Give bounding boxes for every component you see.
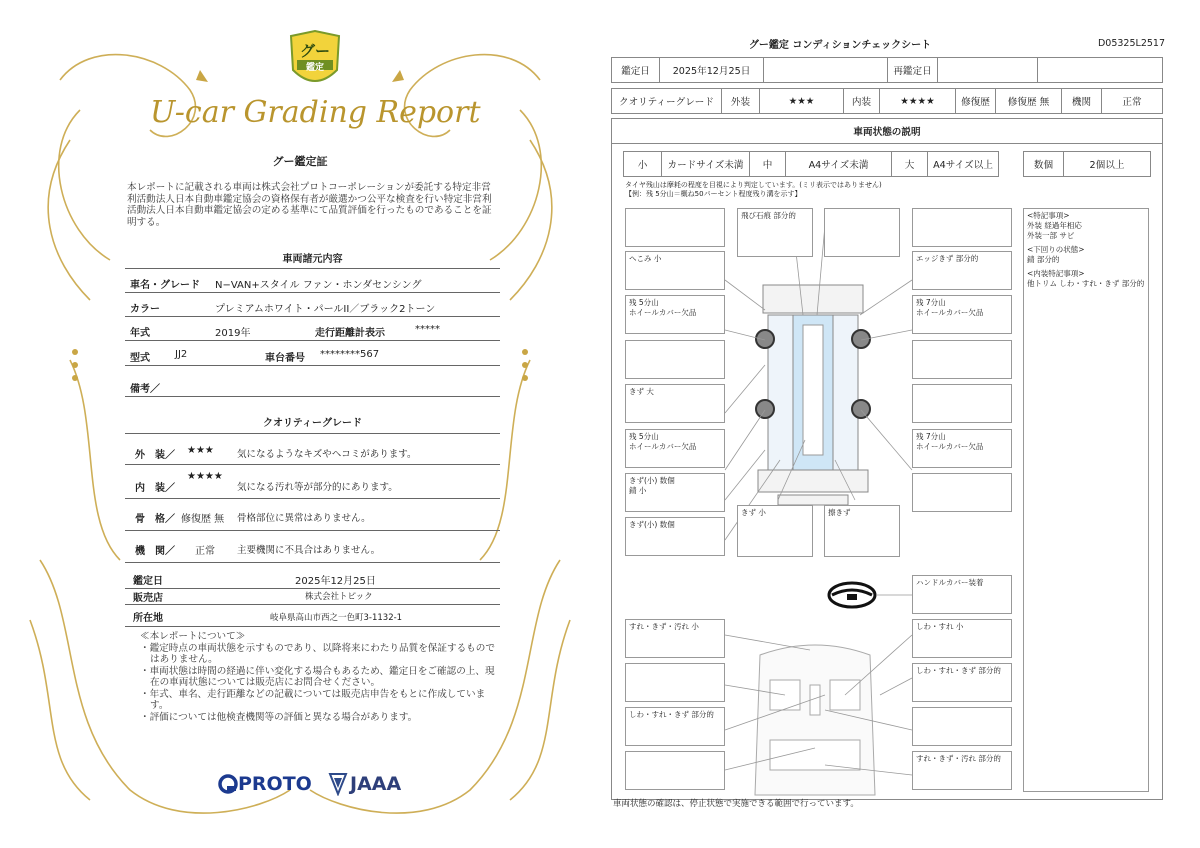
- proto-logo-icon: [218, 774, 238, 794]
- quality-row-engine: 機 関／ 正常 主要機関に不具合はありません。: [125, 536, 500, 563]
- remark-box-right-2: エッジきず 部分的: [912, 251, 1012, 290]
- repair-label: 修復歴: [956, 89, 996, 113]
- spec-row-model: 型式 JJ2 車台番号 ********567: [125, 343, 500, 366]
- legend-small-desc: カードサイズ未満: [662, 152, 750, 176]
- remark-box-right-3: 残 7分山 ホイールカバー欠品: [912, 295, 1012, 334]
- legend-small: 小: [624, 152, 662, 176]
- tire-note-2: 【例：残 5分山＝概ね50パーセント程度残り溝を示す】: [625, 190, 802, 198]
- redate-label: 再鑑定日: [888, 58, 938, 82]
- quality-label: クオリティーグレード: [612, 89, 722, 113]
- logo-text-top: グー: [299, 42, 330, 60]
- legend-count-desc: 2個以上: [1089, 160, 1125, 171]
- explain-heading: 車両状態の説明: [612, 119, 1162, 144]
- appraisal-date-row: 鑑定日 2025年12月25日: [125, 566, 500, 589]
- remark-box-bottom-2: 擦きず: [824, 505, 900, 557]
- specs-heading: 車両諸元内容: [282, 254, 343, 265]
- legend-medium-desc: A4サイズ未満: [786, 152, 892, 176]
- exterior-stars: ★★★: [760, 89, 844, 113]
- exterior-label: 外装: [722, 89, 760, 113]
- interior-label: 内装: [844, 89, 880, 113]
- remark-box-left-6: 残 5分山 ホイールカバー欠品: [625, 429, 725, 468]
- report-title: U-car Grading Report: [150, 95, 481, 130]
- quality-row-exterior: 外 装／ ★★★ 気になるようなキズやヘコミがあります。: [125, 440, 500, 465]
- engine-label: 機関: [1062, 89, 1102, 113]
- tire-note-1: タイヤ残山は摩耗の程度を目視により判定しています。(ミリ表示ではありません): [625, 181, 882, 189]
- condition-check-sheet: [605, 30, 1170, 810]
- spec-row-color: カラー プレミアムホワイト・パールII／ブラック2トーン: [125, 294, 500, 317]
- remark-box-interior-4: しわ・すれ・きず 部分的: [912, 663, 1012, 702]
- legend-large: 大: [892, 152, 928, 176]
- jaaa-logo-icon: [328, 772, 348, 796]
- repair-value: 修復歴 無: [996, 89, 1062, 113]
- legend-large-desc: A4サイズ以上: [933, 160, 993, 171]
- note-item: ・年式、車名、走行距離などの記載については販売店申告をもとに作成しています。: [140, 688, 486, 711]
- notes-heading: ≪本レポートについて≫: [140, 631, 246, 642]
- certificate-text: 本レポートに記載される車両は株式会社プロトコーポレーションが委託する特定非営利活動法人日本自動車鑑定協会の資格保有者が厳選かつ公平な検査を行い特定非営利活動法人日本自動車鑑定協会の定める基準にて品質評価を行ったものであることを証明する。: [127, 182, 492, 228]
- remark-box-interior-6: [912, 707, 1012, 746]
- remark-box-steering: ハンドルカバー装着: [912, 575, 1012, 614]
- note-item: ・鑑定時点の車両状態を示すものであり、以降将来にわたり品質を保証するものではありません。: [140, 642, 495, 665]
- remark-box-left-7: きず(小) 数個 錆 小: [625, 473, 725, 512]
- remark-box-left-1: [625, 208, 725, 247]
- remark-box-left-2: へこみ 小: [625, 251, 725, 290]
- remark-box-interior-8: すれ・きず・汚れ 部分的: [912, 751, 1012, 790]
- remark-box-interior-5: しわ・すれ・きず 部分的: [625, 707, 725, 746]
- remark-box-top-2: [824, 208, 900, 257]
- logo-text-bottom: 鑑定: [305, 63, 324, 73]
- remark-box-interior-1: すれ・きず・汚れ 小: [625, 619, 725, 658]
- remark-box-right-5: [912, 384, 1012, 423]
- remark-box-right-7: [912, 473, 1012, 512]
- divider: [125, 433, 500, 434]
- date-value: 2025年12月25日: [660, 58, 764, 82]
- quality-heading: クオリティーグレード: [263, 418, 362, 429]
- spec-row-remarks: 備考／: [125, 374, 500, 397]
- remark-box-interior-2: しわ・すれ 小: [912, 619, 1012, 658]
- engine-value: 正常: [1122, 97, 1142, 108]
- note-item: ・車両状態は時間の経過に伴い変化する場合もあるため、鑑定日をご確認の上、現在の車両状態については販売店にお問合せください。: [140, 665, 495, 688]
- report-notes: [140, 631, 500, 723]
- remark-box-interior-7: [625, 751, 725, 790]
- legend-count: 数個: [1024, 152, 1064, 176]
- quality-row-frame: 骨 格／ 修復歴 無 骨格部位に異常はありません。: [125, 504, 500, 531]
- remark-box-bottom-1: きず 小: [737, 505, 813, 557]
- remark-box-left-8: きず(小) 数個: [625, 517, 725, 556]
- divider: [125, 268, 500, 269]
- remark-box-left-3: 残 5分山 ホイールカバー欠品: [625, 295, 725, 334]
- goo-kantei-logo: [287, 30, 343, 92]
- note-item: ・評価については他検査機関等の評価と異なる場合があります。: [140, 711, 418, 723]
- remark-box-interior-3: [625, 663, 725, 702]
- special-notes-box: <特記事項> 外装 経過年相応 外装一部 サビ <下回りの状態> 錆 部分的 <内装特記事項> 他トリム しわ・すれ・きず 部分的: [1023, 208, 1149, 792]
- remark-box-left-4: [625, 340, 725, 379]
- jaaa-logo-text: JAAA: [350, 773, 402, 795]
- sheet-footer: 車両状態の確認は、停止状態で実施できる範囲で行っています。: [613, 799, 859, 809]
- date-label: 鑑定日: [612, 58, 660, 82]
- spec-row-year: 年式 2019年 走行距離計表示 *****: [125, 318, 500, 341]
- quality-row-interior: 内 装／ ★★★★ 気になる汚れ等が部分的にあります。: [125, 470, 500, 499]
- partner-logos: [218, 770, 418, 800]
- remark-box-top-1: 飛び石痕 部分的: [737, 208, 813, 257]
- legend-medium: 中: [750, 152, 786, 176]
- remark-box-right-6: 残 7分山 ホイールカバー欠品: [912, 429, 1012, 468]
- remark-box-right-4: [912, 340, 1012, 379]
- sheet-title: グー鑑定 コンディションチェックシート: [748, 40, 932, 51]
- remark-box-right-1: [912, 208, 1012, 247]
- spec-row-name: 車名・グレード N−VAN+スタイル ファン・ホンダセンシング: [125, 270, 500, 293]
- sheet-id: D05325L2517: [1097, 38, 1165, 49]
- remark-box-left-5: きず 大: [625, 384, 725, 423]
- certificate-heading: グー鑑定証: [272, 155, 328, 168]
- proto-logo-text: PROTO: [238, 773, 312, 795]
- address-row: 所在地 岐阜県高山市西之一色町3-1132-1: [125, 606, 500, 627]
- interior-stars: ★★★★: [880, 89, 956, 113]
- dealer-row: 販売店 株式会社トピック: [125, 586, 500, 605]
